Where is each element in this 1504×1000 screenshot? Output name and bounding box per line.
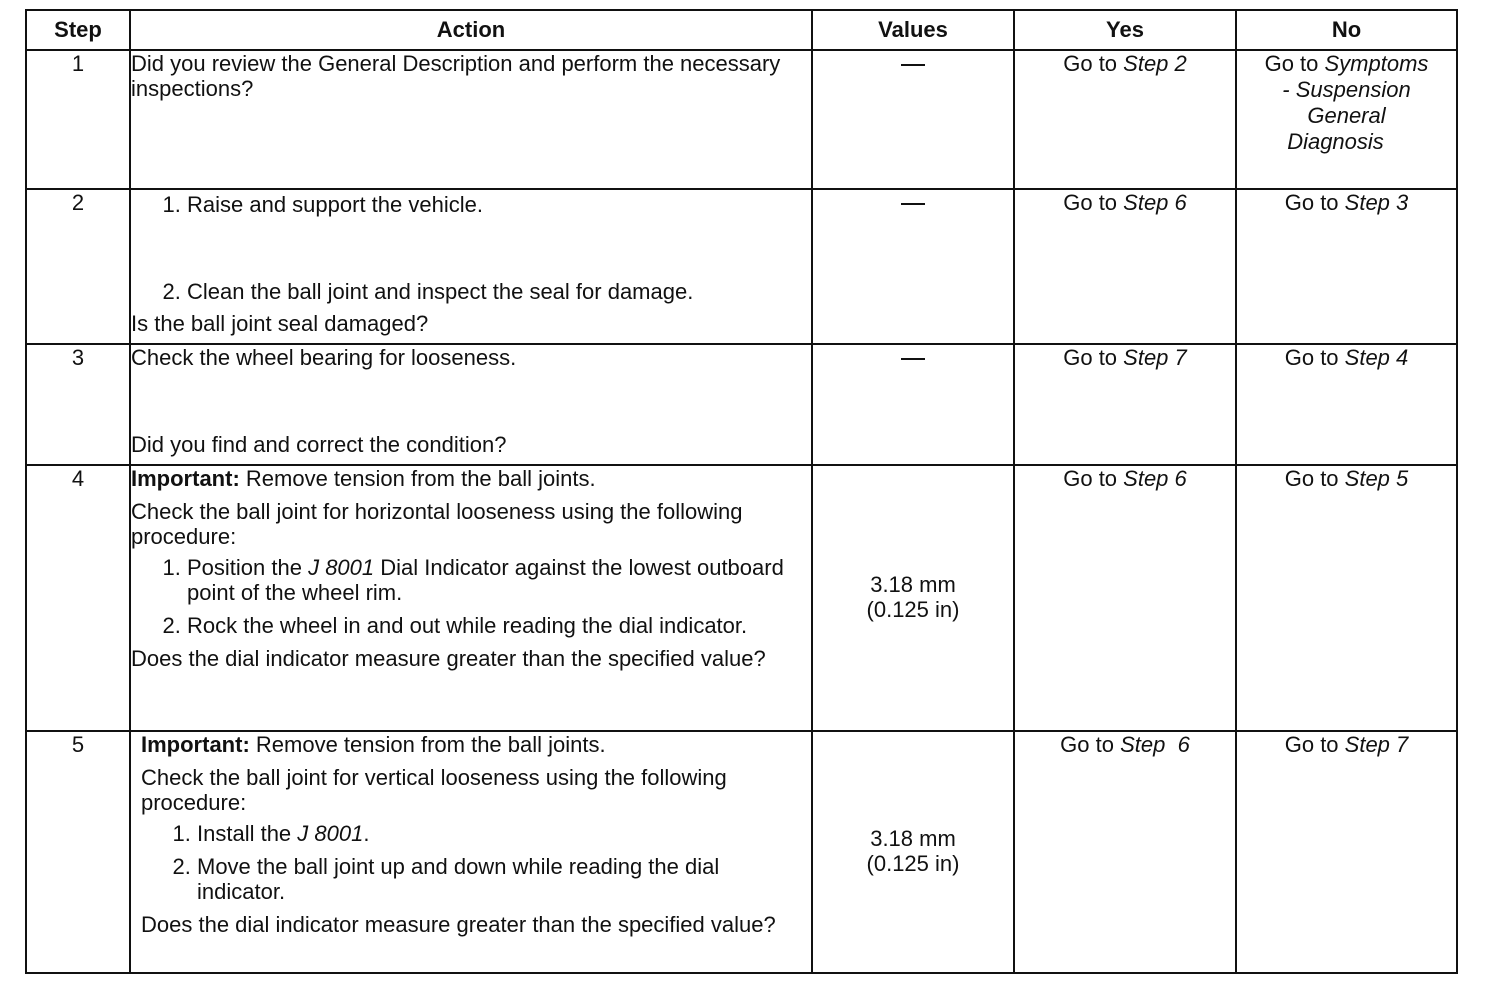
- yes-target: Step 6: [1123, 190, 1187, 215]
- yes-cell: Go to Step 6: [1014, 731, 1236, 973]
- action-cell: [130, 731, 812, 973]
- header-step: Step: [26, 10, 130, 50]
- value-mm: 3.18 mm: [870, 826, 956, 851]
- procedure-list: [131, 555, 811, 638]
- important-note: Important: Remove tension from the ball joints.: [141, 732, 606, 757]
- table-row: [26, 731, 1457, 973]
- yes-cell: Go to Step 6: [1014, 189, 1236, 344]
- value-cell: [812, 344, 1014, 465]
- action-intro: Check the wheel bearing for looseness.: [131, 345, 517, 370]
- yes-cell: [1014, 50, 1236, 189]
- yes-cell: Go to Step 6: [1014, 465, 1236, 731]
- action-question: Did you review the General Description and perform the necessary inspections?: [131, 51, 781, 101]
- procedure-step: 2. Move the ball joint up and down while reading the dial indicator.: [197, 854, 811, 904]
- no-cell: Go to Step 7: [1236, 731, 1457, 973]
- header-action: Action: [130, 10, 812, 50]
- action-intro: Check the ball joint for vertical looseness using the following procedure:: [141, 765, 727, 815]
- table-row: [26, 189, 1457, 344]
- action-question: Did you find and correct the condition?: [131, 432, 507, 457]
- header-no: No: [1236, 10, 1457, 50]
- step-number: 2: [26, 189, 130, 344]
- action-cell: [130, 344, 812, 465]
- no-target: Step 3: [1344, 190, 1409, 215]
- yes-cell: Go to Step 7: [1014, 344, 1236, 465]
- value-cell: [812, 50, 1014, 189]
- yes-target: Step 7: [1123, 345, 1187, 370]
- action-question: Is the ball joint seal damaged?: [131, 311, 429, 336]
- procedure-step: 2. Clean the ball joint and inspect the seal for damage.: [187, 279, 811, 304]
- step-number: 4: [26, 465, 130, 731]
- action-question: Does the dial indicator measure greater than the specified value?: [131, 646, 766, 671]
- dash-mark: [901, 64, 925, 66]
- tool-name: J 8001: [308, 555, 375, 580]
- action-cell: [130, 189, 812, 344]
- header-yes: Yes: [1014, 10, 1236, 50]
- value-in: (0.125 in): [866, 597, 960, 622]
- procedure-list: [141, 821, 811, 904]
- yes-prefix: Go to: [1063, 51, 1124, 76]
- yes-target: Step 2: [1123, 51, 1187, 76]
- no-cell: Go to Step 4: [1236, 344, 1457, 465]
- no-target: Step 4: [1344, 345, 1409, 370]
- no-cell: Go to Step 3: [1236, 189, 1457, 344]
- no-target: Step 5: [1344, 466, 1409, 491]
- step-number: 5: [26, 731, 130, 973]
- yes-target: Step 6: [1123, 466, 1187, 491]
- value-mm: 3.18 mm: [870, 572, 956, 597]
- no-prefix: Go to: [1264, 51, 1325, 76]
- no-target: Symptoms - Suspension General Diagnosis: [1282, 51, 1429, 154]
- yes-target: Step 6: [1120, 732, 1190, 757]
- table-row: [26, 344, 1457, 465]
- step-number: 3: [26, 344, 130, 465]
- no-cell: Go to Step 5: [1236, 465, 1457, 731]
- no-cell: [1236, 50, 1457, 189]
- action-cell: [130, 50, 812, 189]
- value-in: (0.125 in): [866, 851, 960, 876]
- value-cell: [812, 465, 1014, 731]
- procedure-step: 1. Install the J 8001.: [197, 821, 811, 846]
- dash-mark: [901, 358, 925, 360]
- action-intro: Check the ball joint for horizontal looseness using the following procedure:: [131, 499, 743, 549]
- no-target: Step 7: [1344, 732, 1409, 757]
- dash-mark: [901, 203, 925, 205]
- important-note: Important: Remove tension from the ball joints.: [131, 466, 596, 491]
- action-question: Does the dial indicator measure greater than the specified value?: [141, 912, 776, 937]
- procedure-list: [131, 192, 811, 304]
- value-cell: [812, 189, 1014, 344]
- header-row: [26, 10, 1457, 50]
- procedure-step: 1. Raise and support the vehicle.: [187, 192, 811, 217]
- table-row: [26, 465, 1457, 731]
- step-number: 1: [26, 50, 130, 189]
- header-values: Values: [812, 10, 1014, 50]
- procedure-step: 2. Rock the wheel in and out while reading the dial indicator.: [187, 613, 811, 638]
- value-cell: [812, 731, 1014, 973]
- action-cell: [130, 465, 812, 731]
- table-row: [26, 50, 1457, 189]
- diagnostic-table: [25, 9, 1458, 974]
- procedure-step: 1. Position the J 8001 Dial Indicator against the lowest outboard point of the wheel rim.: [187, 555, 811, 605]
- tool-name: J 8001: [297, 821, 364, 846]
